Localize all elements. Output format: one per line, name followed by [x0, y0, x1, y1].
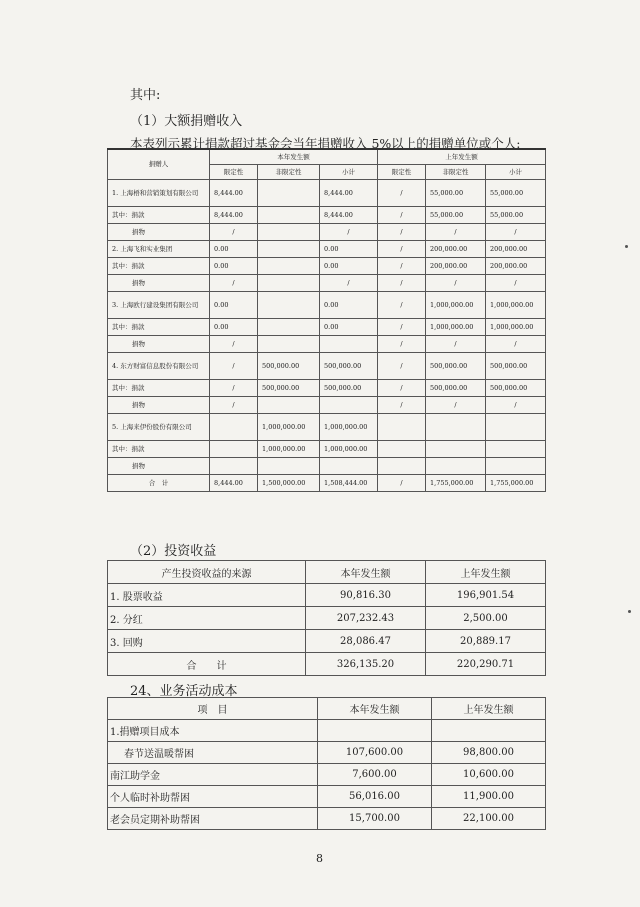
- amount-cell: /: [378, 207, 426, 224]
- amount-cell: 200,000.00: [426, 241, 486, 258]
- amount-cell: 0.00: [320, 241, 378, 258]
- table-row: [108, 441, 546, 458]
- amount-cell: 500,000.00: [426, 380, 486, 397]
- amount-cell: 0.00: [320, 292, 378, 319]
- table-row: [108, 336, 546, 353]
- amount-cell: 200,000.00: [426, 258, 486, 275]
- amount-cell: /: [378, 224, 426, 241]
- donor-name-cell: 4. 东方财富信息股份有限公司: [108, 353, 210, 380]
- scan-speck: [628, 610, 631, 613]
- amount-cell: 1,000,000.00: [426, 292, 486, 319]
- amount-cell: /: [378, 292, 426, 319]
- amount-cell: 1,000,000.00: [486, 319, 546, 336]
- amount-cell: /: [378, 275, 426, 292]
- amount-cell: 1,755,000.00: [486, 475, 546, 492]
- current-amount-cell: 7,600.00: [318, 764, 432, 786]
- amount-cell: /: [210, 380, 258, 397]
- page-number: 8: [316, 852, 323, 865]
- amount-cell: [210, 458, 258, 475]
- amount-cell: /: [378, 380, 426, 397]
- amount-cell: 500,000.00: [258, 380, 320, 397]
- amount-cell: [258, 207, 320, 224]
- among-label: 其中:: [130, 88, 161, 103]
- table-row: [108, 180, 546, 207]
- amount-cell: 1,000,000.00: [320, 441, 378, 458]
- amount-cell: [320, 458, 378, 475]
- source-cell: 合 计: [108, 653, 306, 676]
- table-row: [108, 742, 546, 764]
- amount-cell: /: [486, 224, 546, 241]
- amount-cell: /: [426, 224, 486, 241]
- prior-amount-cell: 220,290.71: [426, 653, 546, 676]
- donor-name-cell: 捐物: [108, 336, 210, 353]
- table-row: [108, 786, 546, 808]
- current-amount-cell: [318, 720, 432, 742]
- amount-cell: 55,000.00: [426, 180, 486, 207]
- amount-cell: 500,000.00: [320, 380, 378, 397]
- donor-name-cell: 3. 上海欧行建设集团有限公司: [108, 292, 210, 319]
- amount-cell: 55,000.00: [426, 207, 486, 224]
- col-current-header: 本年发生额: [306, 561, 426, 584]
- group-prior-header: 上年发生额: [378, 149, 546, 165]
- amount-cell: [258, 319, 320, 336]
- amount-cell: [258, 224, 320, 241]
- table-row: [108, 584, 546, 607]
- col-donor-header: 捐赠人: [108, 149, 210, 180]
- table-row: [108, 808, 546, 830]
- amount-cell: /: [378, 319, 426, 336]
- donor-name-cell: 合 计: [108, 475, 210, 492]
- investment-table: [107, 560, 546, 676]
- amount-cell: 500,000.00: [320, 353, 378, 380]
- amount-cell: 1,000,000.00: [258, 414, 320, 441]
- table-row: [108, 397, 546, 414]
- item-cell: 1.捐赠项目成本: [108, 720, 318, 742]
- donor-name-cell: 捐物: [108, 458, 210, 475]
- amount-cell: [426, 414, 486, 441]
- amount-cell: [320, 336, 378, 353]
- donor-name-cell: 其中：捐款: [108, 319, 210, 336]
- col-unrestricted-prior-header: 非限定性: [426, 165, 486, 180]
- col-restricted-prior-header: 限定性: [378, 165, 426, 180]
- amount-cell: [258, 397, 320, 414]
- amount-cell: [486, 414, 546, 441]
- scan-speck: [625, 245, 628, 248]
- prior-amount-cell: 22,100.00: [432, 808, 546, 830]
- prior-amount-cell: 98,800.00: [432, 742, 546, 764]
- current-amount-cell: 56,016.00: [318, 786, 432, 808]
- group-current-header: 本年发生额: [210, 149, 378, 165]
- current-amount-cell: 15,700.00: [318, 808, 432, 830]
- amount-cell: [258, 336, 320, 353]
- table-row: [108, 275, 546, 292]
- amount-cell: [210, 414, 258, 441]
- table-row: [108, 380, 546, 397]
- col-item-header: 项 目: [108, 698, 318, 720]
- amount-cell: /: [378, 353, 426, 380]
- col-subtotal-prior-header: 小计: [486, 165, 546, 180]
- table-row: [108, 607, 546, 630]
- amount-cell: 0.00: [320, 258, 378, 275]
- amount-cell: 500,000.00: [426, 353, 486, 380]
- amount-cell: 0.00: [210, 241, 258, 258]
- current-amount-cell: 90,816.30: [306, 584, 426, 607]
- prior-amount-cell: 10,600.00: [432, 764, 546, 786]
- col-current-header: 本年发生额: [318, 698, 432, 720]
- item-cell: 春节送温暖帮困: [108, 742, 318, 764]
- table-row: [108, 630, 546, 653]
- table-row: [108, 458, 546, 475]
- amount-cell: /: [486, 336, 546, 353]
- table-row: [108, 475, 546, 492]
- amount-cell: /: [486, 397, 546, 414]
- amount-cell: 200,000.00: [486, 258, 546, 275]
- table-row: [108, 764, 546, 786]
- amount-cell: /: [378, 475, 426, 492]
- amount-cell: 1,000,000.00: [258, 441, 320, 458]
- amount-cell: /: [210, 336, 258, 353]
- amount-cell: /: [378, 258, 426, 275]
- amount-cell: [378, 458, 426, 475]
- large-donations-heading: （1）大额捐赠收入: [130, 114, 243, 129]
- col-prior-header: 上年发生额: [426, 561, 546, 584]
- amount-cell: [320, 397, 378, 414]
- prior-amount-cell: 196,901.54: [426, 584, 546, 607]
- amount-cell: 1,000,000.00: [426, 319, 486, 336]
- amount-cell: [258, 458, 320, 475]
- current-amount-cell: 326,135.20: [306, 653, 426, 676]
- donor-name-cell: 捐物: [108, 224, 210, 241]
- amount-cell: [258, 258, 320, 275]
- col-restricted-header: 限定性: [210, 165, 258, 180]
- amount-cell: 0.00: [210, 292, 258, 319]
- amount-cell: /: [210, 397, 258, 414]
- table-row: [108, 653, 546, 676]
- amount-cell: /: [378, 241, 426, 258]
- amount-cell: /: [426, 275, 486, 292]
- amount-cell: 500,000.00: [486, 380, 546, 397]
- amount-cell: /: [426, 336, 486, 353]
- table-row: [108, 319, 546, 336]
- amount-cell: 500,000.00: [258, 353, 320, 380]
- item-cell: 个人临时补助帮困: [108, 786, 318, 808]
- col-subtotal-header: 小计: [320, 165, 378, 180]
- source-cell: 1. 股票收益: [108, 584, 306, 607]
- col-source-header: 产生投资收益的来源: [108, 561, 306, 584]
- cost-table: [107, 697, 546, 830]
- donor-name-cell: 1. 上海梧和营销策划有限公司: [108, 180, 210, 207]
- source-cell: 3. 回购: [108, 630, 306, 653]
- table-row: [108, 207, 546, 224]
- amount-cell: 8,444.00: [210, 207, 258, 224]
- amount-cell: /: [210, 224, 258, 241]
- table-row: [108, 353, 546, 380]
- amount-cell: 1,508,444.00: [320, 475, 378, 492]
- amount-cell: /: [378, 397, 426, 414]
- amount-cell: 8,444.00: [210, 475, 258, 492]
- amount-cell: 8,444.00: [210, 180, 258, 207]
- amount-cell: 1,000,000.00: [320, 414, 378, 441]
- current-amount-cell: 28,086.47: [306, 630, 426, 653]
- table-row: [108, 720, 546, 742]
- investment-heading: （2）投资收益: [130, 544, 217, 559]
- donor-name-cell: 其中：捐款: [108, 207, 210, 224]
- donor-name-cell: 其中：捐款: [108, 258, 210, 275]
- table-row: [108, 224, 546, 241]
- amount-cell: /: [378, 180, 426, 207]
- amount-cell: [426, 458, 486, 475]
- amount-cell: 0.00: [320, 319, 378, 336]
- amount-cell: /: [426, 397, 486, 414]
- amount-cell: /: [320, 224, 378, 241]
- donor-name-cell: 其中：捐款: [108, 380, 210, 397]
- amount-cell: 55,000.00: [486, 180, 546, 207]
- donor-name-cell: 捐物: [108, 275, 210, 292]
- amount-cell: [210, 441, 258, 458]
- amount-cell: /: [486, 275, 546, 292]
- amount-cell: 8,444.00: [320, 180, 378, 207]
- col-unrestricted-header: 非限定性: [258, 165, 320, 180]
- amount-cell: [486, 458, 546, 475]
- amount-cell: /: [378, 336, 426, 353]
- donation-table: [107, 148, 546, 492]
- amount-cell: 0.00: [210, 258, 258, 275]
- amount-cell: 55,000.00: [486, 207, 546, 224]
- prior-amount-cell: 11,900.00: [432, 786, 546, 808]
- amount-cell: [426, 441, 486, 458]
- item-cell: 老会员定期补助帮困: [108, 808, 318, 830]
- business-cost-heading: 24、业务活动成本: [130, 684, 238, 699]
- amount-cell: 1,000,000.00: [486, 292, 546, 319]
- item-cell: 南江助学金: [108, 764, 318, 786]
- amount-cell: /: [320, 275, 378, 292]
- intro-text: 本表列示累计捐款超过基金会当年捐赠收入 5%以上的捐赠单位或个人:: [130, 136, 521, 151]
- amount-cell: [258, 292, 320, 319]
- table-row: [108, 414, 546, 441]
- amount-cell: [378, 414, 426, 441]
- amount-cell: [486, 441, 546, 458]
- table-row: [108, 241, 546, 258]
- donor-name-cell: 2. 上海飞和实业集团: [108, 241, 210, 258]
- donor-name-cell: 其中：捐款: [108, 441, 210, 458]
- amount-cell: [258, 275, 320, 292]
- amount-cell: [378, 441, 426, 458]
- amount-cell: [258, 241, 320, 258]
- current-amount-cell: 207,232.43: [306, 607, 426, 630]
- amount-cell: 500,000.00: [486, 353, 546, 380]
- amount-cell: 1,755,000.00: [426, 475, 486, 492]
- amount-cell: 8,444.00: [320, 207, 378, 224]
- current-amount-cell: 107,600.00: [318, 742, 432, 764]
- amount-cell: /: [210, 275, 258, 292]
- col-prior-header: 上年发生额: [432, 698, 546, 720]
- prior-amount-cell: 2,500.00: [426, 607, 546, 630]
- amount-cell: 200,000.00: [486, 241, 546, 258]
- donor-name-cell: 5. 上海来伊份股份有限公司: [108, 414, 210, 441]
- table-row: [108, 258, 546, 275]
- amount-cell: /: [210, 353, 258, 380]
- amount-cell: 0.00: [210, 319, 258, 336]
- donor-name-cell: 捐物: [108, 397, 210, 414]
- prior-amount-cell: [432, 720, 546, 742]
- prior-amount-cell: 20,889.17: [426, 630, 546, 653]
- source-cell: 2. 分红: [108, 607, 306, 630]
- amount-cell: [258, 180, 320, 207]
- table-row: [108, 292, 546, 319]
- amount-cell: 1,500,000.00: [258, 475, 320, 492]
